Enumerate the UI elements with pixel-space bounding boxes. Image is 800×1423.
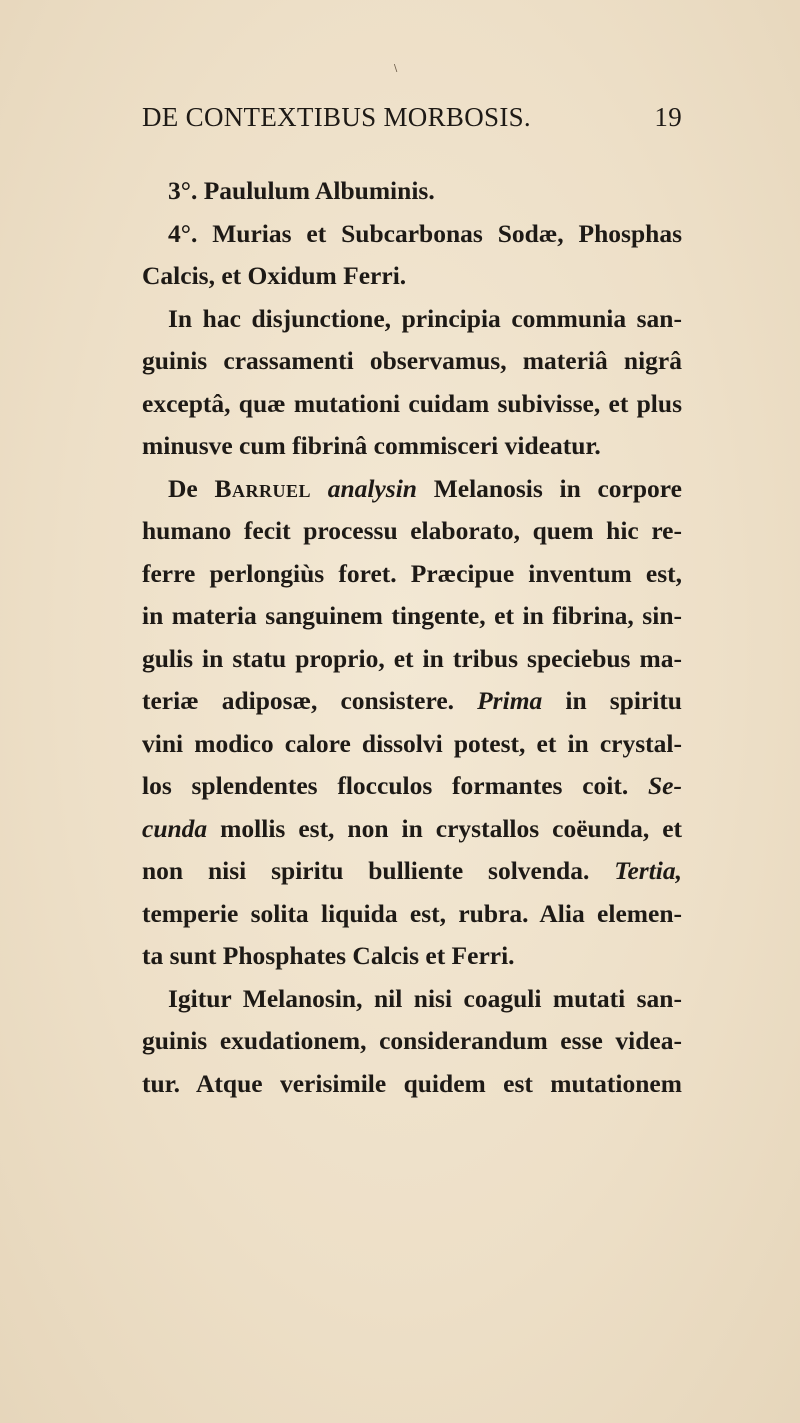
text-run: gulis in statu proprio, et in tribus speciebus ma-: [142, 643, 682, 673]
italic-term: analysin: [327, 473, 417, 503]
text-line: [142, 680, 682, 723]
text-run: [311, 474, 328, 503]
text-run: in spiritu: [542, 686, 682, 715]
text-run: in materia sanguinem tingente, et in fibrina, sin-: [142, 601, 682, 630]
text-line: [142, 723, 682, 766]
text-line: [142, 298, 682, 341]
text-run: tur. Atque verisimile quidem est mutationem: [142, 1068, 682, 1098]
text-line: [142, 383, 682, 426]
body-text: [142, 170, 682, 1105]
italic-term: Se-: [648, 771, 682, 800]
text-line: [142, 213, 682, 256]
text-run: guinis crassamenti observamus, materiâ nigrâ: [142, 346, 682, 375]
text-run: temperie solita liquida est, rubra. Alia elemen-: [142, 898, 682, 928]
text-run: guinis exudationem, considerandum esse videa-: [142, 1026, 682, 1055]
text-line: [142, 255, 682, 298]
text-run: 4°. Murias et Subcarbonas Sodæ, Phosphas: [168, 218, 682, 248]
text-line: [142, 850, 682, 893]
text-line: [142, 893, 682, 936]
text-line: [142, 1020, 682, 1063]
text-run: Melanosis in corpore: [416, 473, 682, 503]
text-run: 3°. Paululum Albuminis.: [168, 176, 435, 205]
text-run: De: [168, 473, 215, 503]
italic-term: cunda: [142, 813, 208, 843]
text-line: [142, 553, 682, 596]
text-line: [142, 595, 682, 638]
text-line: [142, 468, 682, 511]
text-line: [142, 765, 682, 808]
text-line: [142, 425, 682, 468]
text-run: vini modico calore dissolvi potest, et in crystal-: [142, 728, 682, 758]
text-run: humano fecit processu elaborato, quem hic re-: [142, 516, 682, 545]
text-line: [142, 340, 682, 383]
text-run: non nisi spiritu bulliente solvenda.: [142, 856, 615, 885]
text-run: Igitur Melanosin, nil nisi coaguli mutati san-: [168, 983, 682, 1013]
italic-term: Tertia,: [614, 856, 682, 885]
text-run: los splendentes flocculos formantes coit.: [142, 771, 648, 800]
text-line: [142, 1063, 682, 1106]
text-run: ferre perlongiùs foret. Præcipue inventum est,: [142, 558, 682, 588]
running-header: [142, 102, 682, 142]
text-line: [142, 170, 682, 213]
text-line: [142, 978, 682, 1021]
text-run: Calcis, et Oxidum Ferri.: [142, 261, 407, 290]
text-line: [142, 935, 682, 978]
text-run: mollis est, non in crystallos coëunda, et: [207, 813, 682, 843]
author-name: Barruel: [214, 473, 311, 503]
italic-term: Prima: [477, 686, 543, 715]
page-number: 19: [654, 102, 682, 132]
text-line: [142, 808, 682, 851]
text-line: [142, 638, 682, 681]
text-line: [142, 510, 682, 553]
header-title: DE CONTEXTIBUS MORBOSIS.: [142, 102, 531, 132]
text-run: teriæ adiposæ, consistere.: [142, 686, 478, 715]
text-run: minusve cum fibrinâ commisceri videatur.: [142, 431, 601, 460]
text-run: exceptâ, quæ mutationi cuidam subivisse, et plus: [142, 388, 682, 418]
stray-mark: ∖: [392, 64, 399, 75]
text-run: In hac disjunctione, principia communia san-: [168, 303, 682, 333]
text-run: ta sunt Phosphates Calcis et Ferri.: [142, 941, 515, 970]
